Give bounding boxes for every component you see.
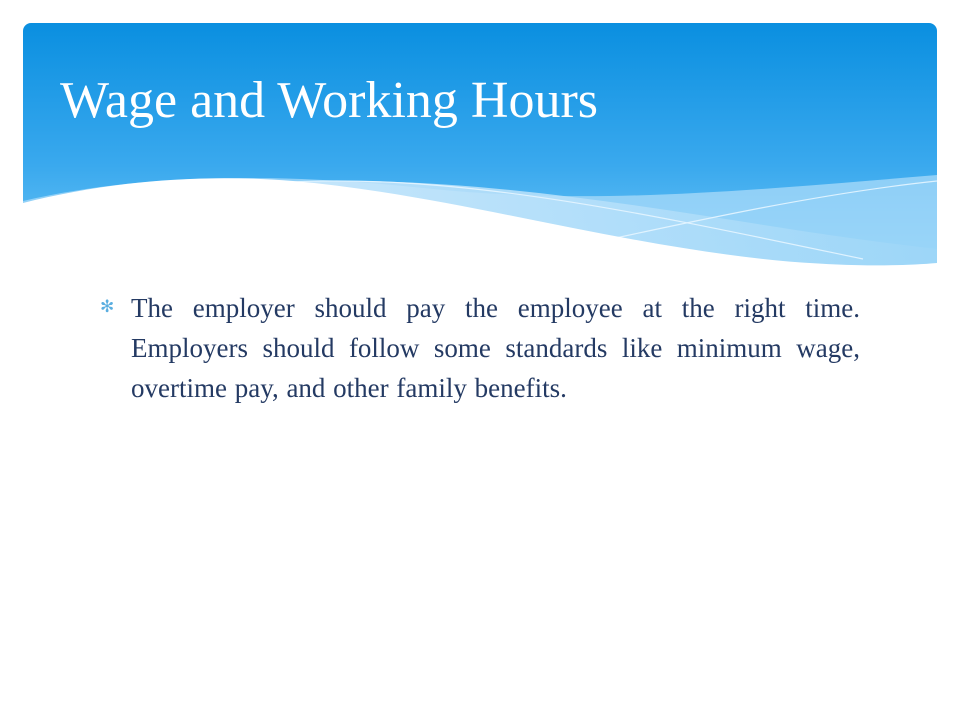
- slide-title: Wage and Working Hours: [60, 72, 599, 129]
- bullet-text: The employer should pay the employee at the right time. Employers should follow some standards like minimum wage, overtime pay, and other family benefits.: [131, 293, 860, 403]
- slide-body: [100, 288, 860, 408]
- bullet-item: [100, 288, 860, 408]
- wave-background: [23, 23, 937, 283]
- header-banner: [23, 23, 937, 283]
- asterisk-bullet-icon: ✻: [100, 297, 115, 317]
